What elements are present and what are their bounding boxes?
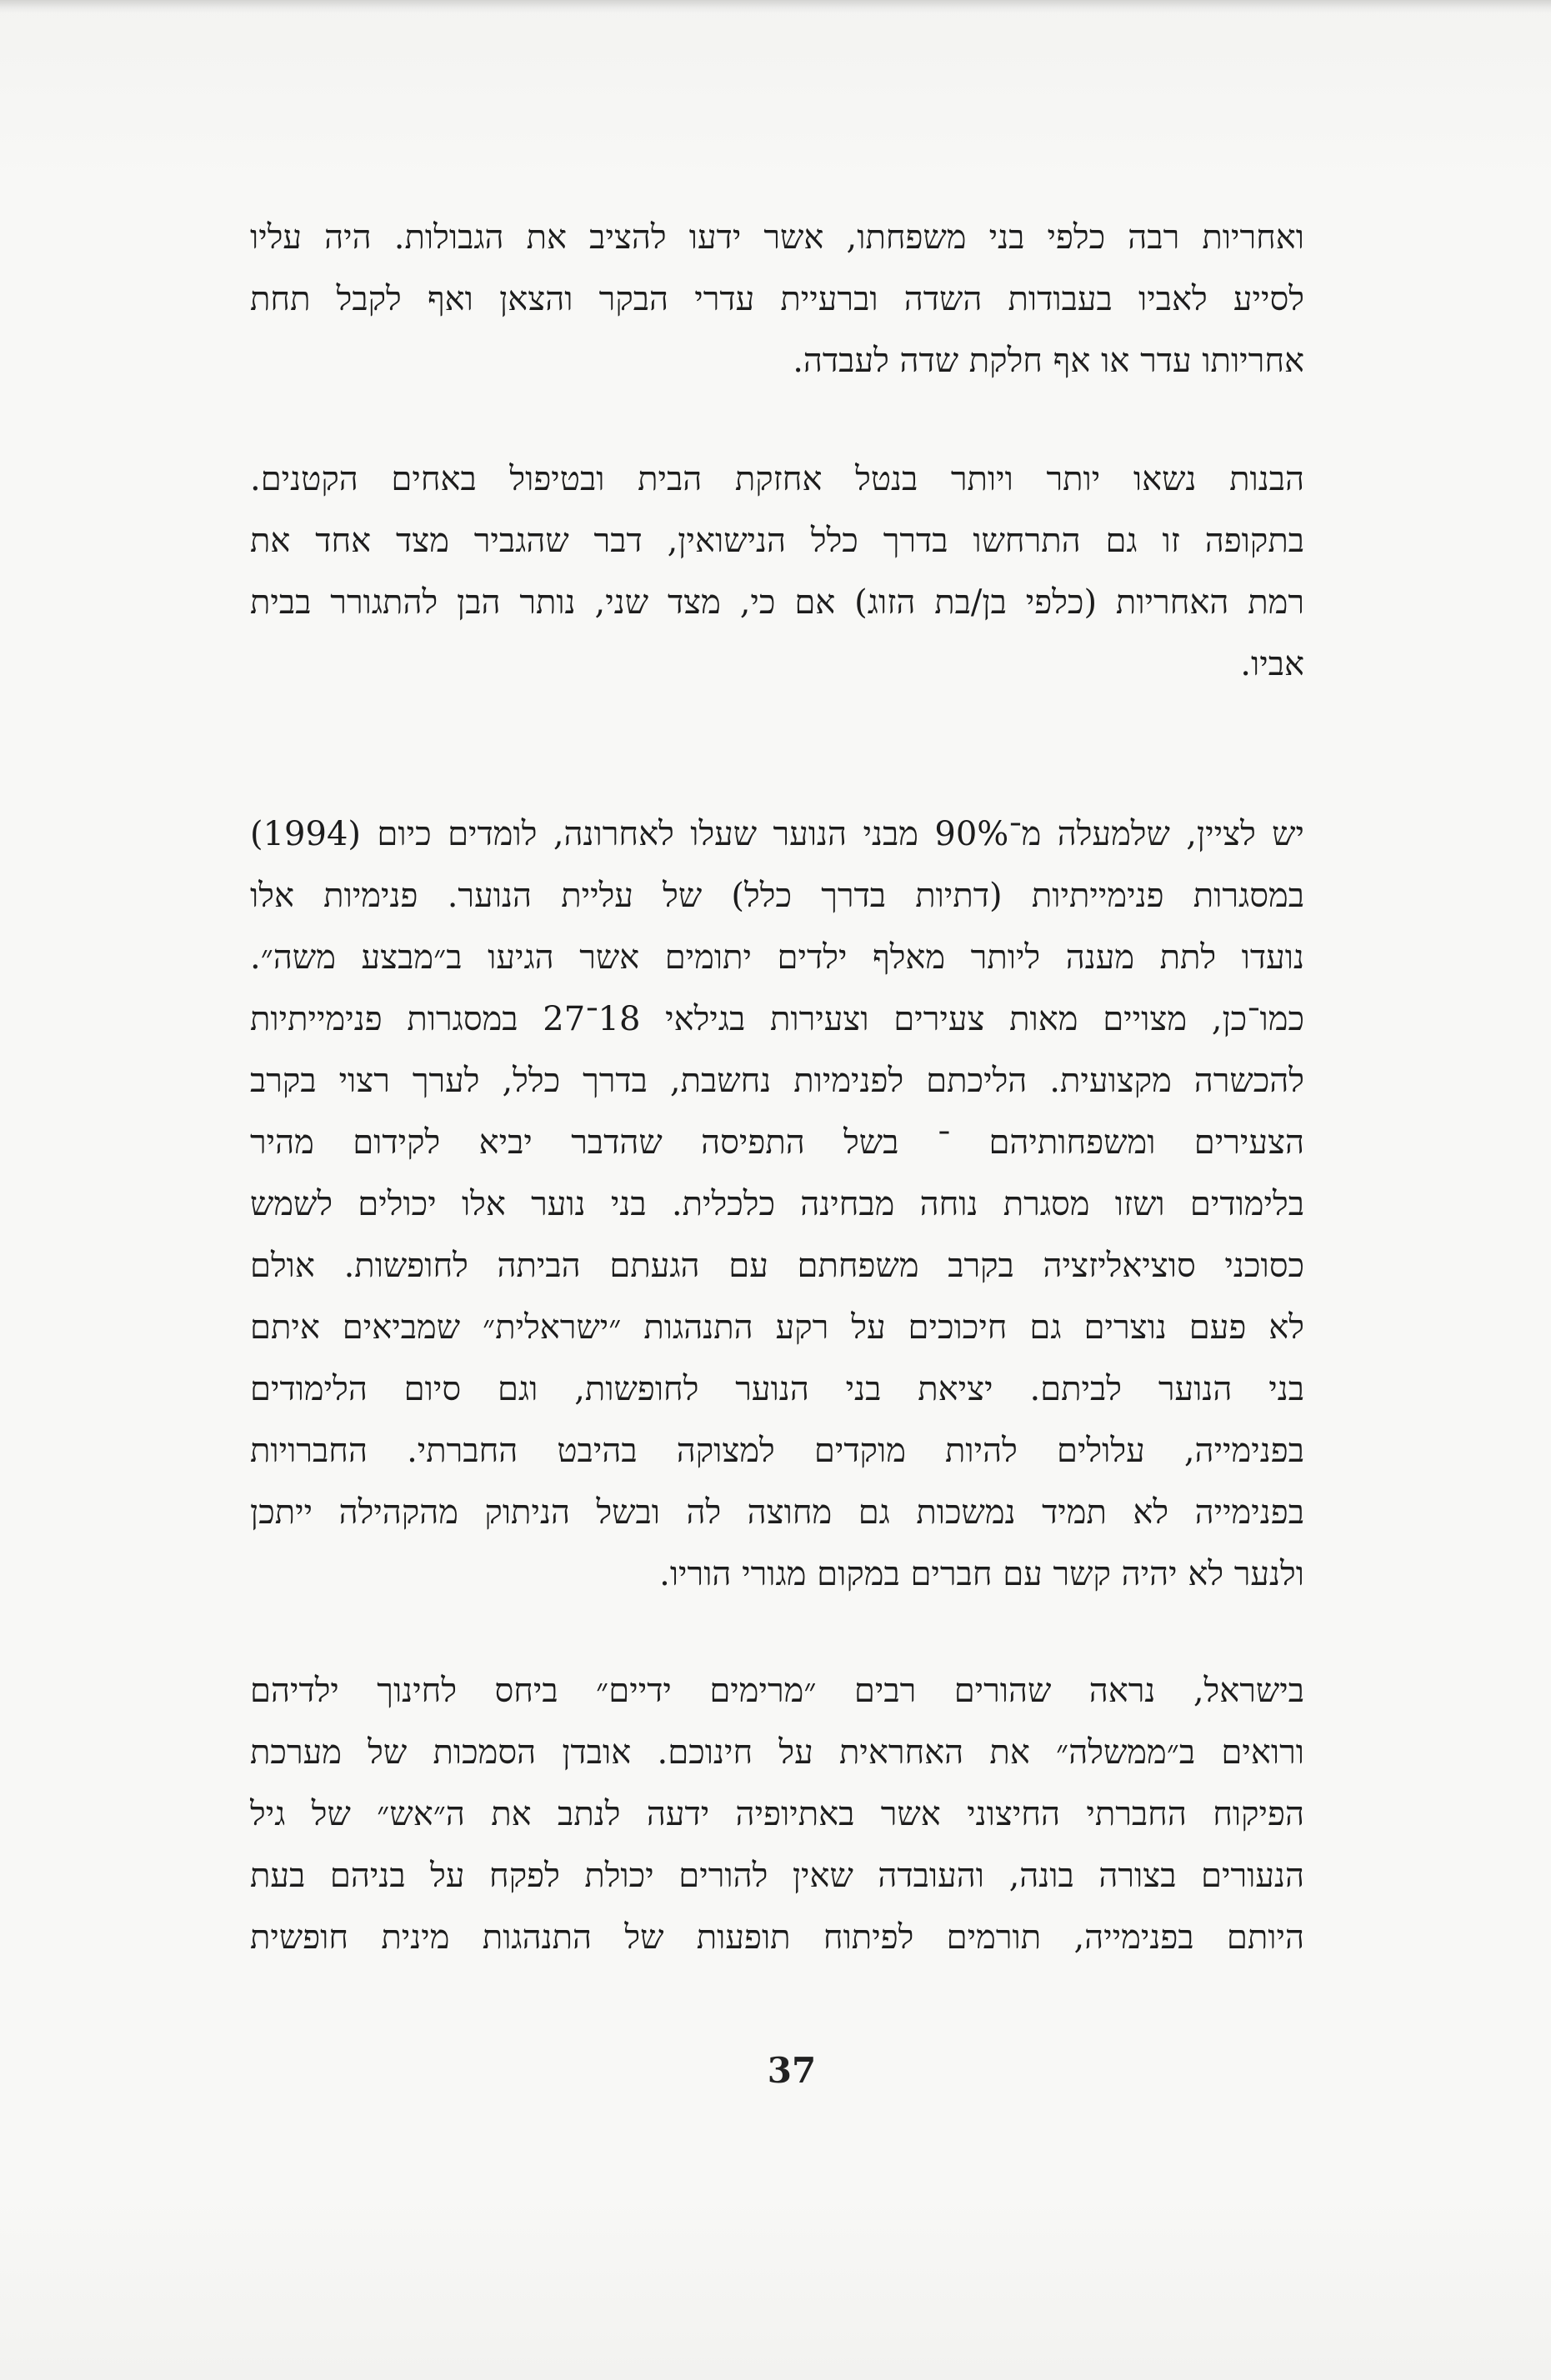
text-line: היותם בפנימייה, תורמים לפיתוח תופעות של התנהגות מינית חופשית	[250, 1918, 1304, 1957]
text-line: להכשרה מקצועית. הליכתם לפנימיות נחשבת, בדרך כלל, לערך רצוי בקרב	[250, 1062, 1304, 1100]
text-line: הבנות נשאו יותר ויותר בנטל אחזקת הבית ובטיפול באחים הקטנים.	[250, 460, 1304, 498]
paragraph-gap	[250, 392, 1304, 448]
body-text	[250, 207, 1304, 1968]
text-line: לא פעם נוצרים גם חיכוכים על רקע התנהגות ״ישראלית״ שמביאים איתם	[250, 1308, 1304, 1347]
text-line: בפנימייה לא תמיד נמשכות גם מחוצה לה ובשל הניתוק מהקהילה ייתכן	[250, 1493, 1304, 1532]
text-line: הנעורים בצורה בונה, והעובדה שאין להורים יכולת לפקח על בניהם בעת	[250, 1857, 1304, 1895]
text-line: כמו־כן, מצויים מאות צעירים וצעירות בגילאי 18־27 במסגרות פנימייתיות	[250, 1000, 1304, 1038]
text-line: נועדו לתת מענה ליותר מאלף ילדים יתומים אשר הגיעו ב״מבצע משה״.	[250, 938, 1304, 977]
text-line: בישראל, נראה שהורים רבים ״מרימים ידיים״ ביחס לחינוך ילדיהם	[250, 1672, 1304, 1710]
text-line: אביו.	[1240, 645, 1304, 683]
text-line: אחריותו עדר או אף חלקת שדה לעבדה.	[793, 342, 1304, 380]
text-line: הפיקוח החברתי החיצוני אשר באתיופיה ידעה לנתב את ה״אש״ של גיל	[250, 1795, 1304, 1833]
text-line: במסגרות פנימייתיות (דתיות בדרך כלל) של עליית הנוער. פנימיות אלו	[250, 877, 1304, 915]
paragraph-1	[250, 207, 1304, 392]
text-line: ורואים ב״ממשלה״ את האחראית על חינוכם. אובדן הסמכות של מערכת	[250, 1733, 1304, 1772]
page-number: 37	[767, 2050, 817, 2091]
paragraph-4	[250, 1660, 1304, 1968]
text-line: ולנער לא יהיה קשר עם חברים במקום מגורי הוריו.	[659, 1555, 1304, 1593]
scan-top-edge	[0, 0, 1551, 13]
text-line: יש לציין, שלמעלה מ־90% מבני הנוער שעלו לאחרונה, לומדים כיום (1994)	[250, 815, 1304, 853]
text-line: כסוכני סוציאליזציה בקרב משפחתם עם הגעתם הביתה לחופשות. אולם	[250, 1247, 1304, 1285]
text-line: בפנימייה, עלולים להיות מוקדים למצוקה בהיבט החברתי. החברויות	[250, 1432, 1304, 1470]
text-line: לסייע לאביו בעבודות השדה וברעיית עדרי הבקר והצאן ואף לקבל תחת	[250, 280, 1304, 318]
text-line: בלימודים ושזו מסגרת נוחה מבחינה כלכלית. בני נוער אלו יכולים לשמש	[250, 1185, 1304, 1223]
text-line: ואחריות רבה כלפי בני משפחתו, אשר ידעו להציב את הגבולות. היה עליו	[250, 218, 1304, 257]
paragraph-gap	[250, 695, 1304, 803]
text-line: בתקופה זו גם התרחשו בדרך כלל הנישואין, דבר שהגביר מצד אחד את	[250, 522, 1304, 560]
text-line: הצעירים ומשפחותיהם ־ בשל התפיסה שהדבר יביא לקידום מהיר	[250, 1123, 1304, 1162]
text-line: רמת האחריות (כלפי בן/בת הזוג) אם כי, מצד שני, נותר הבן להתגורר בבית	[250, 583, 1304, 622]
paragraph-gap	[250, 1605, 1304, 1660]
paragraph-2	[250, 448, 1304, 695]
paragraph-3	[250, 803, 1304, 1605]
text-line: בני הנוער לביתם. יציאת בני הנוער לחופשות, וגם סיום הלימודים	[250, 1370, 1304, 1408]
